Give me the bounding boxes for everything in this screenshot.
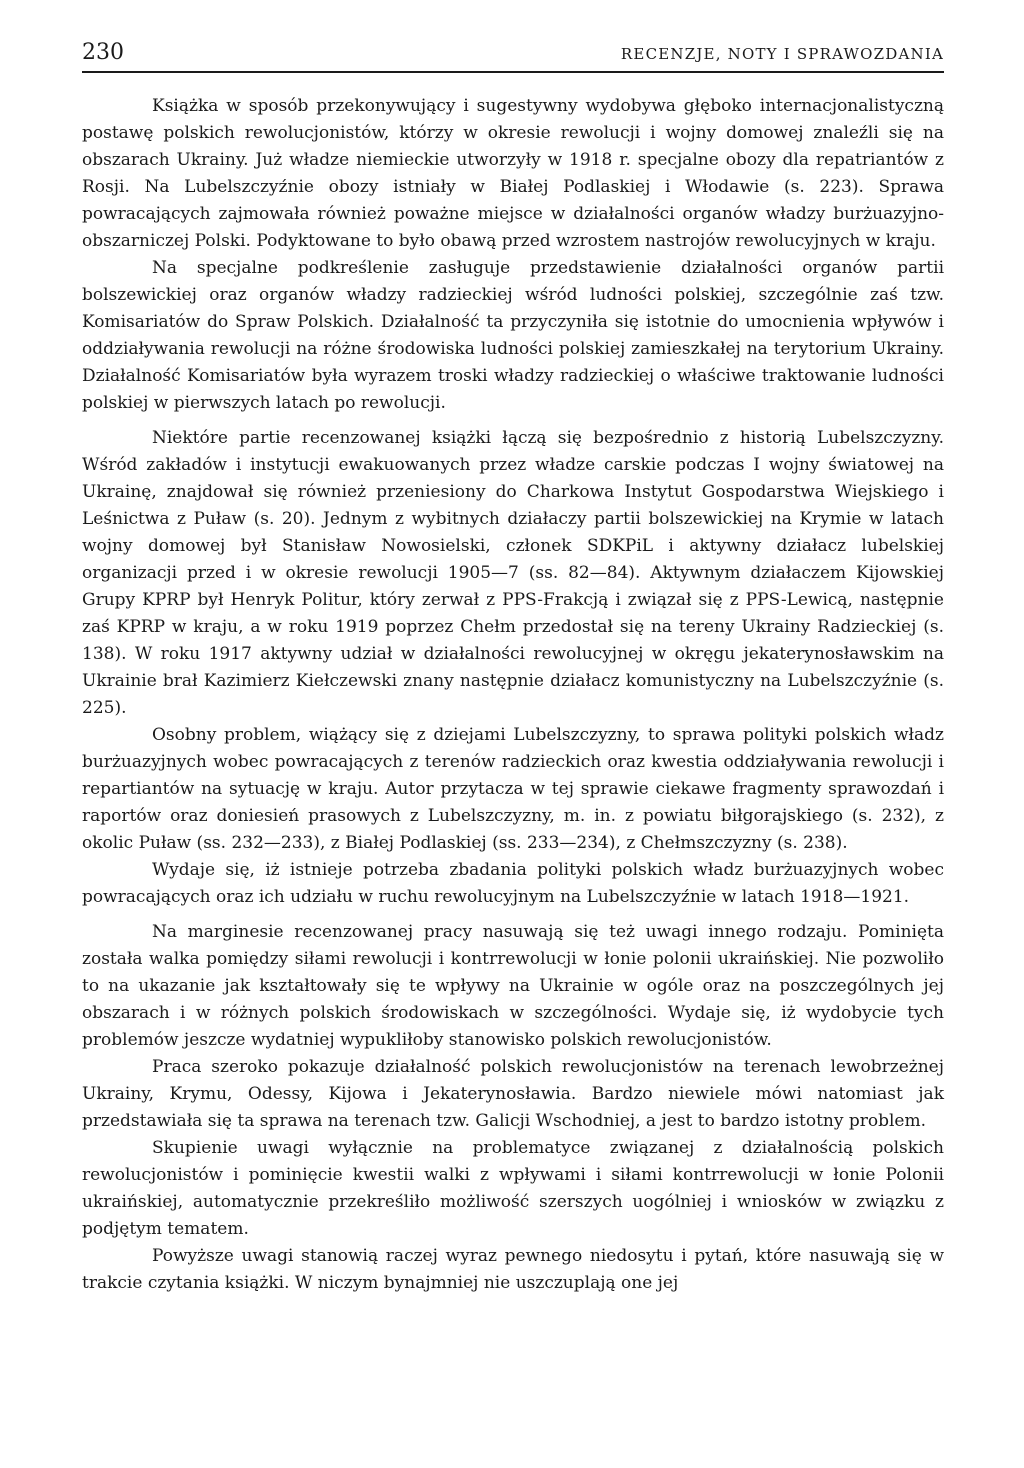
paragraph: Książka w sposób przekonywujący i sugestywny wydobywa głęboko internacjonalistyczną postawę polskich rewolucjonistów, którzy w okresie rewolucji i wojny domowej znaleźli się na obszarach Ukrainy. Już władze niemieckie utworzyły w 1918 r. specjalne obozy dla repatriantów z Rosji. Na Lubelszczyźnie obozy istniały w Białej Podlaskiej i Włodawie (s. 223). Sprawa powracających zajmowała również poważne miejsce w działalności organów władzy burżuazyjno-obszarniczej Polski. Podyktowane to było obawą przed wzrostem nastrojów rewolucyjnych w kraju.	[82, 96, 944, 251]
paragraph: Wydaje się, iż istnieje potrzeba zbadania polityki polskich władz burżuazyjnych wobec powracających oraz ich udziału w ruchu rewolucyjnym na Lubelszczyźnie w latach 1918—1921.	[82, 860, 944, 907]
running-head: RECENZJE, NOTY I SPRAWOZDANIA	[620, 45, 944, 63]
paragraph: Na marginesie recenzowanej pracy nasuwają się też uwagi innego rodzaju. Pominięta została walka pomiędzy siłami rewolucji i kontrrewolucji w łonie polonii ukraińskiej. Nie pozwoliło to na ukazanie jak kształtowały się te wpływy na Ukrainie w ogóle oraz na poszczególnych jej obszarach i w różnych polskich środowiskach w szczególności. Wydaje się, iż wydobycie tych problemów jeszcze wydatniej wypukliłoby stanowisko polskich rewolucjonistów.	[82, 922, 944, 1050]
page-header	[82, 40, 944, 73]
paragraph: Na specjalne podkreślenie zasługuje przedstawienie działalności organów partii bolszewickiej oraz organów władzy radzieckiej wśród ludności polskiej, szczególnie zaś tzw. Komisariatów do Spraw Polskich. Działalność ta przyczyniła się istotnie do umocnienia wpływów i oddziaływania rewolucji na różne środowiska ludności polskiej zamieszkałej na terytorium Ukrainy. Działalność Komisariatów była wyrazem troski władzy radzieckiej o właściwe traktowanie ludności polskiej w pierwszych latach po rewolucji.	[82, 258, 944, 413]
body-text	[82, 93, 944, 1297]
paragraph: Niektóre partie recenzowanej książki łączą się bezpośrednio z historią Lubelszczyzny. Wśród zakładów i instytucji ewakuowanych przez władze carskie podczas I wojny światowej na Ukrainę, znajdował się również przeniesiony do Charkowa Instytut Gospodarstwa Wiejskiego i Leśnictwa z Puław (s. 20). Jednym z wybitnych działaczy partii bolszewickiej na Krymie w latach wojny domowej był Stanisław Nowosielski, członek SDKPiL i aktywny działacz lubelskiej organizacji przed i w okresie rewolucji 1905—7 (ss. 82—84). Aktywnym działaczem Kijowskiej Grupy KPRP był Henryk Politur, który zerwał z PPS-Frakcją i związał się z PPS-Lewicą, następnie zaś KPRP w kraju, a w roku 1919 poprzez Chełm przedostał się na tereny Ukrainy Radzieckiej (s. 138). W roku 1917 aktywny udział w działalności rewolucyjnej w okręgu jekaterynosławskim na Ukrainie brał Kazimierz Kiełczewski znany następnie działacz komunistyczny na Lubelszczyźnie (s. 225).	[82, 428, 944, 718]
paragraph: Osobny problem, wiążący się z dziejami Lubelszczyzny, to sprawa polityki polskich władz burżuazyjnych wobec powracających z terenów radzieckich oraz kwestia oddziaływania rewolucji i repartiantów na sytuację w kraju. Autor przytacza w tej sprawie ciekawe fragmenty sprawozdań i raportów oraz doniesień prasowych z Lubelszczyzny, m. in. z powiatu biłgorajskiego (s. 232), z okolic Puław (ss. 232—233), z Białej Podlaskiej (ss. 233—234), z Chełmszczyzny (s. 238).	[82, 725, 944, 853]
document-page	[82, 40, 944, 1297]
paragraph: Praca szeroko pokazuje działalność polskich rewolucjonistów na terenach lewobrzeżnej Ukrainy, Krymu, Odessy, Kijowa i Jekaterynosławia. Bardzo niewiele mówi natomiast jak przedstawiała się ta sprawa na terenach tzw. Galicji Wschodniej, a jest to bardzo istotny problem.	[82, 1057, 944, 1131]
page-number: 230	[82, 40, 124, 65]
paragraph: Powyższe uwagi stanowią raczej wyraz pewnego niedosytu i pytań, które nasuwają się w trakcie czytania książki. W niczym bynajmniej nie uszczuplają one jej	[82, 1246, 944, 1293]
paragraph: Skupienie uwagi wyłącznie na problematyce związanej z działalnością polskich rewolucjonistów i pominięcie kwestii walki z wpływami i siłami kontrrewolucji w łonie Polonii ukraińskiej, automatycznie przekreśliło możliwość szerszych uogólniej i wniosków w związku z podjętym tematem.	[82, 1138, 944, 1239]
